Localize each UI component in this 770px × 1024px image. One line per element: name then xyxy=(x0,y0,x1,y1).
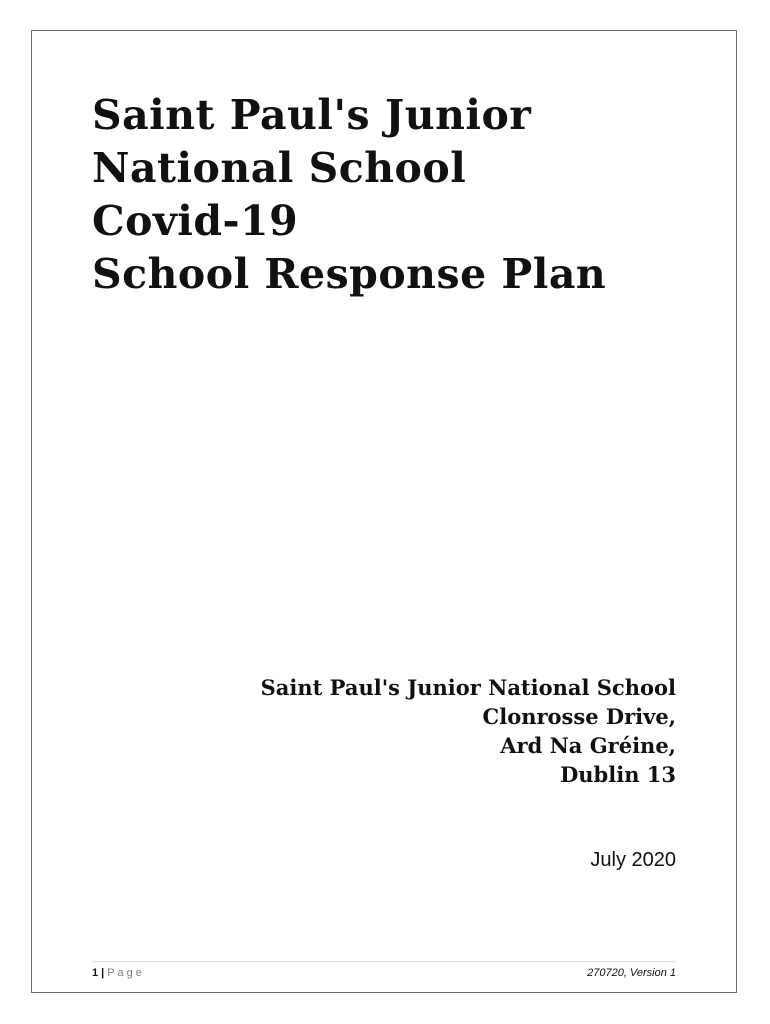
title-line-2: National School xyxy=(92,144,467,192)
document-version: 270720, Version 1 xyxy=(587,967,676,979)
document-title xyxy=(92,89,712,301)
document-date: July 2020 xyxy=(590,849,676,871)
page-label: Page xyxy=(107,967,145,979)
document-page xyxy=(31,30,737,993)
school-address xyxy=(156,673,676,789)
title-line-1: Saint Paul's Junior xyxy=(92,91,532,139)
address-school-name: Saint Paul's Junior National School xyxy=(260,675,676,700)
title-line-3: Covid-19 xyxy=(92,197,299,245)
address-street: Clonrosse Drive, xyxy=(482,704,676,729)
title-line-4: School Response Plan xyxy=(92,250,607,298)
page-number: 1 xyxy=(92,967,99,979)
page-footer xyxy=(92,961,676,986)
address-city: Dublin 13 xyxy=(560,762,676,787)
footer-separator: | xyxy=(101,967,105,979)
page-number-indicator xyxy=(92,967,145,979)
address-area: Ard Na Gréine, xyxy=(500,733,676,758)
